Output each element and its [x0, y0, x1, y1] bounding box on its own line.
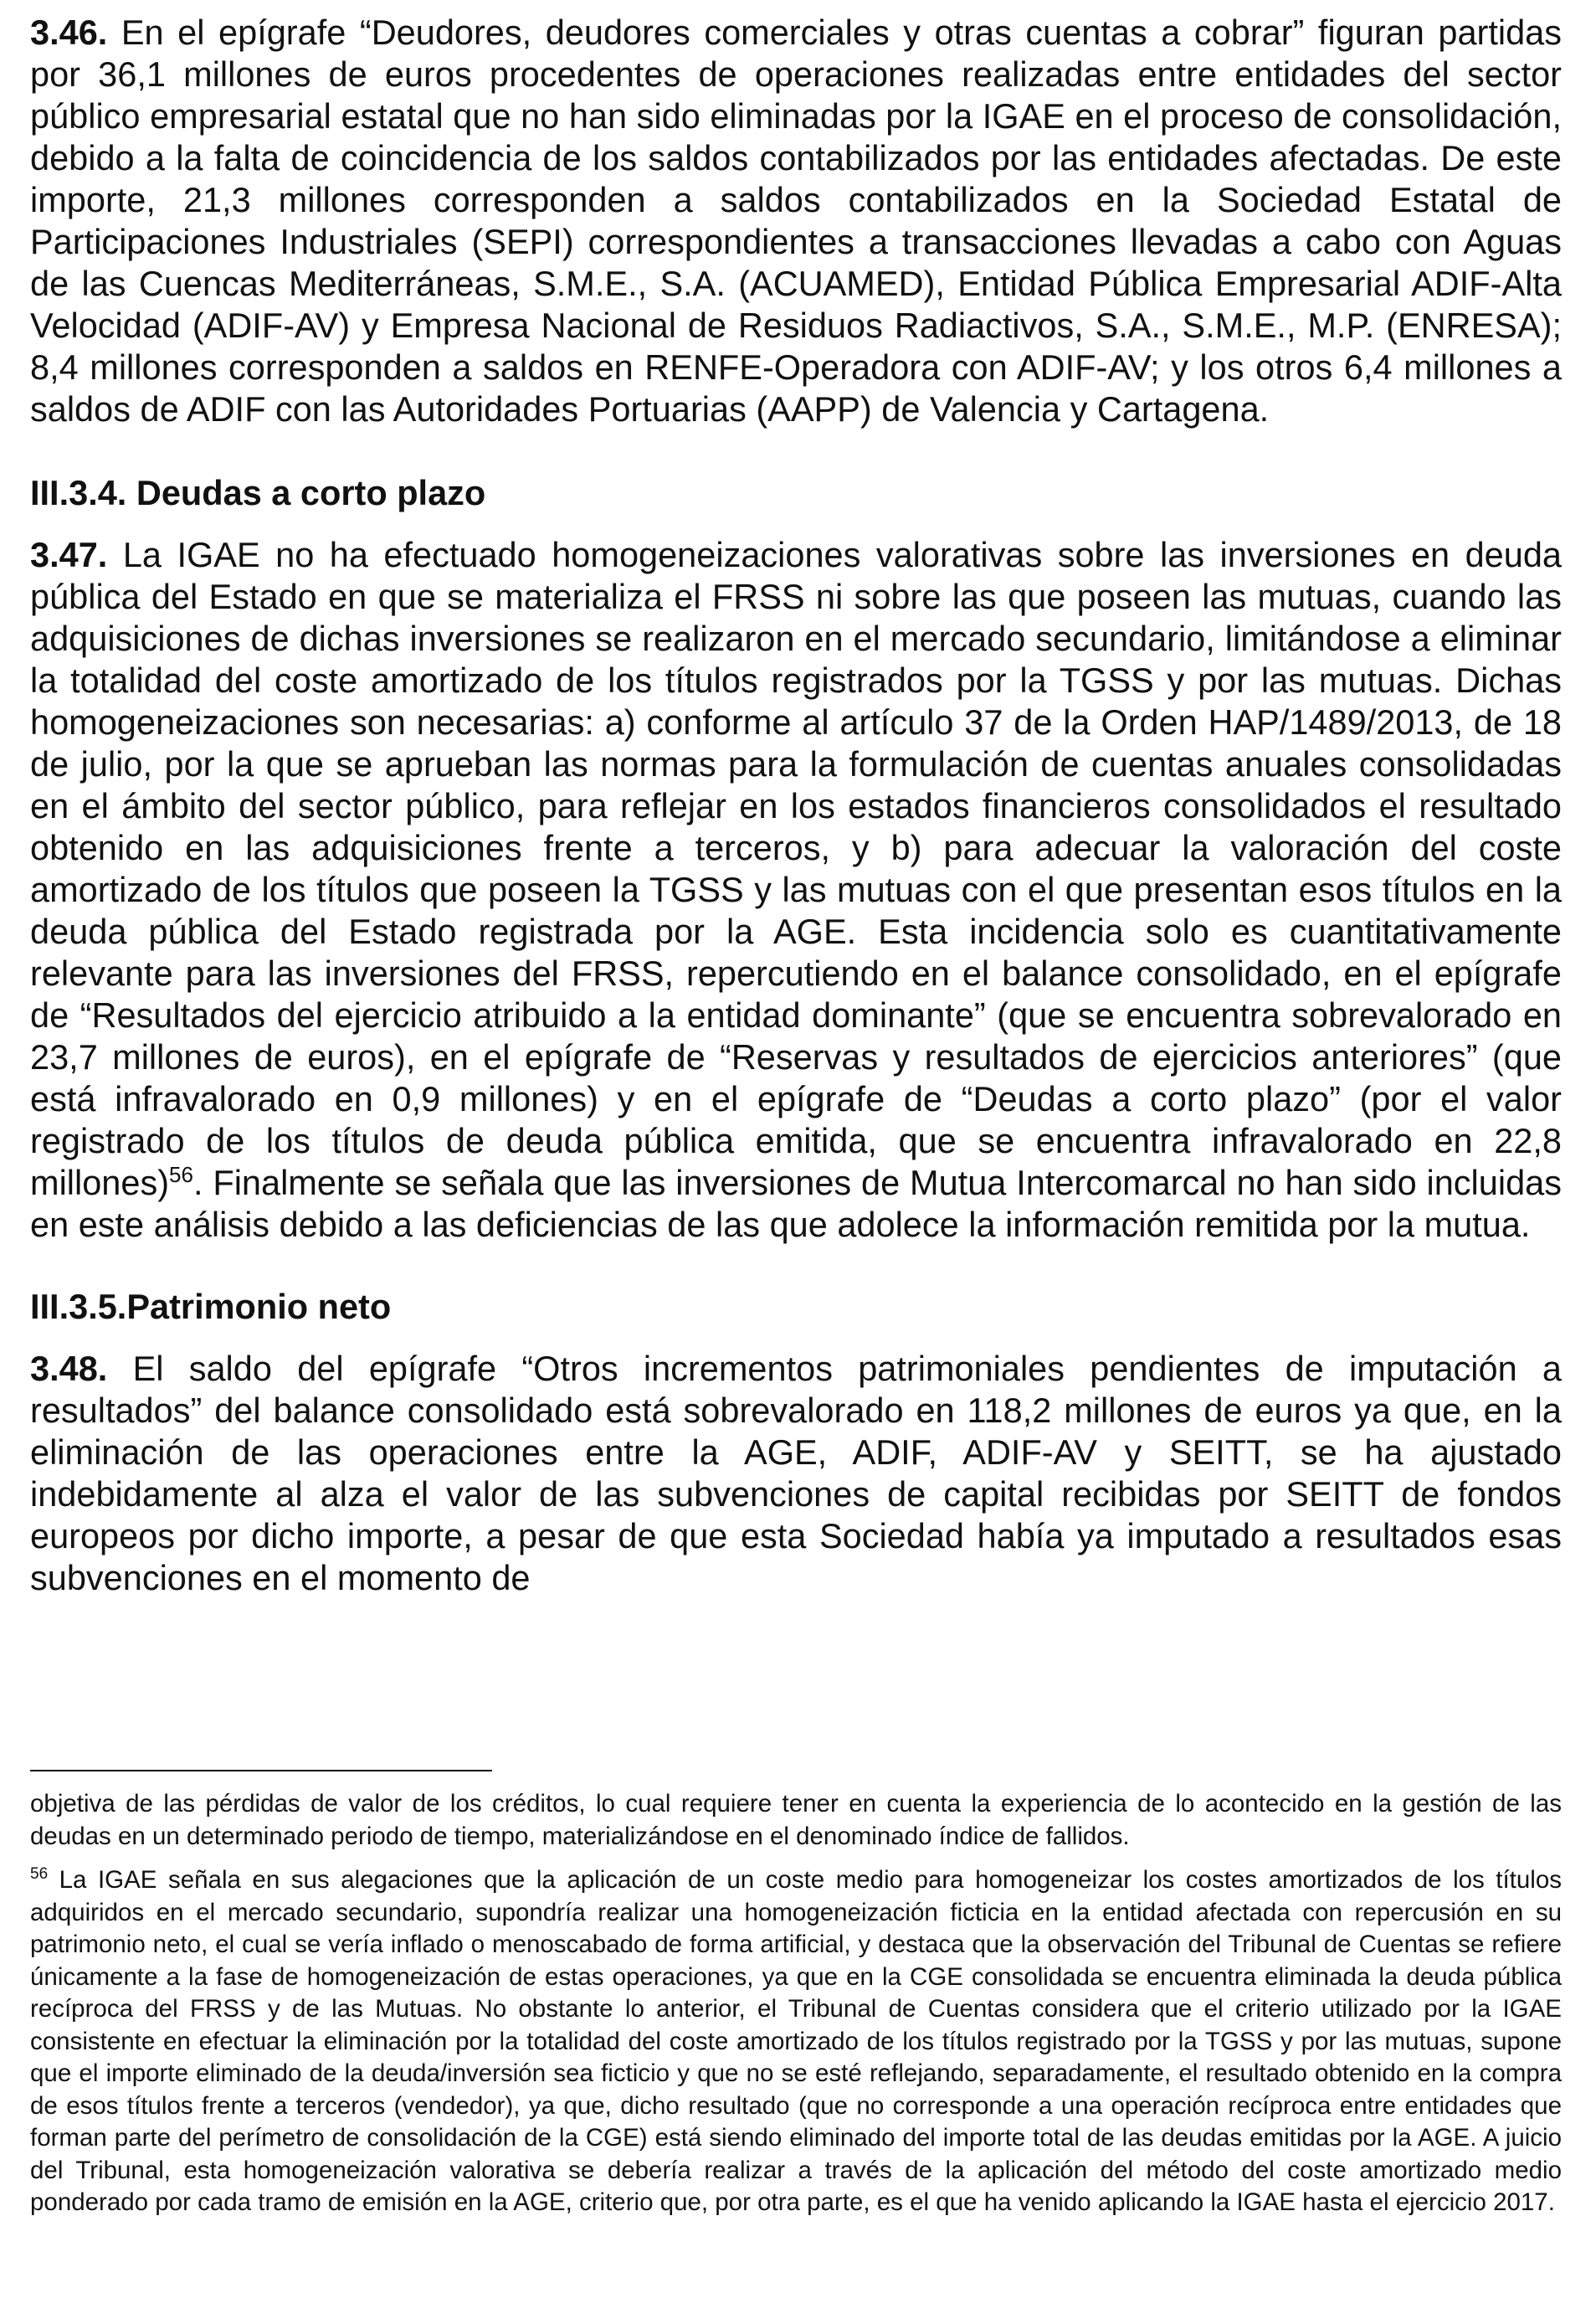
section-heading-3-3-4: III.3.4. Deudas a corto plazo [30, 473, 486, 512]
footnote-separator [30, 1770, 492, 1771]
section-heading-3-3-5: III.3.5.Patrimonio neto [30, 1287, 392, 1326]
paragraph-text: El saldo del epígrafe “Otros incrementos patrimoniales pendientes de imputación a resultados” del balance consolidado está sobrevalorado en 118,2 millones de euros ya que, en la eliminación de las operaciones entre la AGE, ADIF, ADIF-AV y SEITT, se ha ajustado indebidamente al alza el valor de las subvenciones de capital recibidas por SEITT de fondos europeos por dicho importe, a pesar de que esta Sociedad había ya imputado a resultados esas subvenciones en el momento de [30, 1349, 1563, 1597]
paragraph-3-47 [30, 534, 1562, 1246]
paragraph-text: En el epígrafe “Deudores, deudores comerciales y otras cuentas a cobrar” figuran partidas por 36,1 millones de euros procedentes de operaciones realizadas entre entidades del sector público empresarial estatal que no han sido eliminadas por la IGAE en el proceso de consolidación, debido a la falta de coincidencia de los saldos contabilizados por las entidades afectadas. De este importe, 21,3 millones corresponden a saldos contabilizados en la Sociedad Estatal de Participaciones Industriales (SEPI) correspondientes a transacciones llevadas a cabo con Aguas de las Cuencas Mediterráneas, S.M.E., S.A. (ACUAMED), Entidad Pública Empresarial ADIF-Alta Velocidad (ADIF-AV) y Empresa Nacional de Residuos Radiactivos, S.A., S.M.E., M.P. (ENRESA); 8,4 millones corresponden a saldos en RENFE-Operadora con ADIF-AV; y los otros 6,4 millones a saldos de ADIF con las Autoridades Portuarias (AAPP) de Valencia y Cartagena. [30, 13, 1563, 429]
footnote-56 [30, 1864, 1562, 2219]
footnote-56-text: La IGAE señala en sus alegaciones que la aplicación de un coste medio para homogeneizar los costes amortizados de los títulos adquiridos en el mercado secundario, supondría realizar una homogeneización ficticia en la entidad afectada con repercusión en su patrimonio neto, el cual se vería inflado o menoscabado de forma artificial, y destaca que la observación del Tribunal de Cuentas se refiere únicamente a la fase de homogeneización de estas operaciones, ya que en la CGE consolidada se encuentra eliminada la deuda pública recíproca del FRSS y de las Mutuas. No obstante lo anterior, el Tribunal de Cuentas considera que el criterio utilizado por la IGAE consistente en efectuar la eliminación por la totalidad del coste amortizado de los títulos registrado por la TGSS y por las mutuas, supone que el importe eliminado de la deuda/inversión sea ficticio y que no se esté reflejando, separadamente, el resultado obtenido en la compra de esos títulos frente a terceros (vendedor), ya que, dicho resultado (que no corresponde a una operación recíproca entre entidades que forman parte del perímetro de consolidación de la CGE) está siendo eliminado del importe total de las deudas emitidas por la AGE. A juicio del Tribunal, esta homogeneización valorativa se debería realizar a través de la aplicación del método del coste amortizado medio ponderado por cada tramo de emisión en la AGE, criterio que, por otra parte, es el que ha venido aplicando la IGAE hasta el ejercicio 2017. [30, 1866, 1562, 2216]
paragraph-number: 3.47. [30, 535, 108, 574]
footnotes [30, 1788, 1562, 2219]
paragraph-3-48 [30, 1348, 1562, 1599]
paragraph-text-continued: . Finalmente se señala que las inversiones de Mutua Intercomarcal no han sido incluidas en este análisis debido a las deficiencias de las que adolece la información remitida por la mutua. [30, 1163, 1562, 1244]
paragraph-number: 3.46. [30, 13, 108, 52]
footnote-56-number: 56 [30, 1865, 49, 1884]
paragraph-3-46 [30, 12, 1562, 430]
document-body [30, 12, 1562, 1599]
footnote-ref-56[interactable]: 56 [169, 1162, 193, 1188]
paragraph-number: 3.48. [30, 1349, 108, 1388]
paragraph-text: La IGAE no ha efectuado homogeneizaciones valorativas sobre las inversiones en deuda pública del Estado en que se materializa el FRSS ni sobre las que poseen las mutuas, cuando las adquisiciones de dichas inversiones se realizaron en el mercado secundario, limitándose a eliminar la totalidad del coste amortizado de los títulos registrados por la TGSS y por las mutuas. Dichas homogeneizaciones son necesarias: a) conforme al artículo 37 de la Orden HAP/1489/2013, de 18 de julio, por la que se aprueban las normas para la formulación de cuentas anuales consolidadas en el ámbito del sector público, para reflejar en los estados financieros consolidados el resultado obtenido en las adquisiciones frente a terceros, y b) para adecuar la valoración del coste amortizado de los títulos que poseen la TGSS y las mutuas con el que presentan esos títulos en la deuda pública del Estado registrada por la AGE. Esta incidencia solo es cuantitativamente relevante para las inversiones del FRSS, repercutiendo en el balance consolidado, en el epígrafe de “Resultados del ejercicio atribuido a la entidad dominante” (que se encuentra sobrevalorado en 23,7 millones de euros), en el epígrafe de “Reservas y resultados de ejercicios anteriores” (que está infravalorado en 0,9 millones) y en el epígrafe de “Deudas a corto plazo” (por el valor registrado de los títulos de deuda pública emitida, que se encuentra infravalorado en 22,8 millones) [30, 535, 1562, 1202]
footnote-continued: objetiva de las pérdidas de valor de los créditos, lo cual requiere tener en cuenta la experiencia de lo acontecido en la gestión de las deudas en un determinado periodo de tiempo, materializándose en el denominado índice de fallidos. [30, 1790, 1562, 1850]
